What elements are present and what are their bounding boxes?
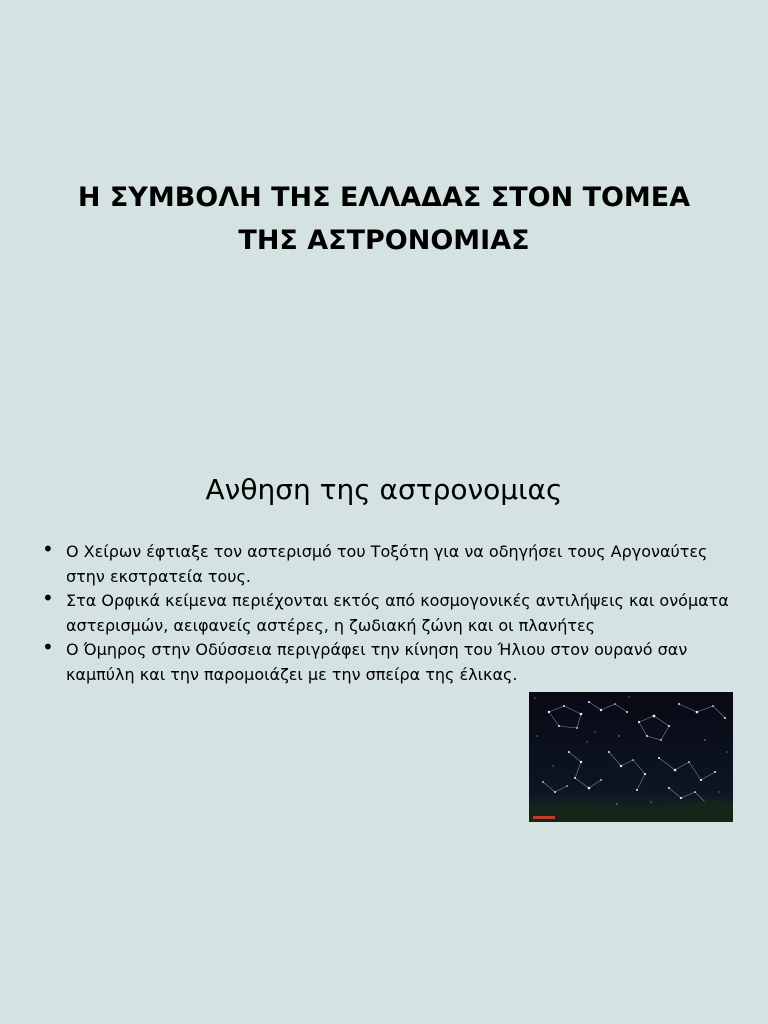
bullet-item <box>42 635 742 687</box>
slide-subtitle: Ανθηση της αστρονομιας <box>205 473 563 506</box>
bullet-icon: • <box>42 586 54 610</box>
star-map-image <box>529 692 733 822</box>
bullet-text: Ο Όμηρος στην Οδύσσεια περιγράφει την κίνηση του Ήλιου στον ουρανό σαν καμπύλη και την παρομοιάζει με την σπείρα της έλικας. <box>66 640 688 684</box>
slide-title-line-1: Η ΣΥΜΒΟΛΗ ΤΗΣ ΕΛΛΑΔΑΣ ΣΤΟΝ ΤΟΜΕΑ <box>77 182 691 213</box>
bullet-icon: • <box>42 635 54 659</box>
star-map-graphic <box>529 692 733 822</box>
bullet-text: Στα Ορφικά κείμενα περιέχονται εκτός από κοσμογονικές αντιλήψεις και ονόματα αστερισμών, αειφανείς αστέρες, η ζωδιακή ζώνη και οι πλανήτες <box>66 591 729 635</box>
slide-title <box>40 176 728 262</box>
bullet-list <box>42 537 742 687</box>
slide-title-line-2: ΤΗΣ ΑΣΤΡΟΝΟΜΙΑΣ <box>238 225 530 256</box>
bullet-icon: • <box>42 537 54 561</box>
bullet-text: Ο Χείρων έφτιαξε τον αστερισμό του Τοξότη για να οδηγήσει τους Αργοναύτες στην εκστρατεία τους. <box>66 542 708 586</box>
bullet-item <box>42 586 742 638</box>
bullet-item <box>42 537 742 589</box>
